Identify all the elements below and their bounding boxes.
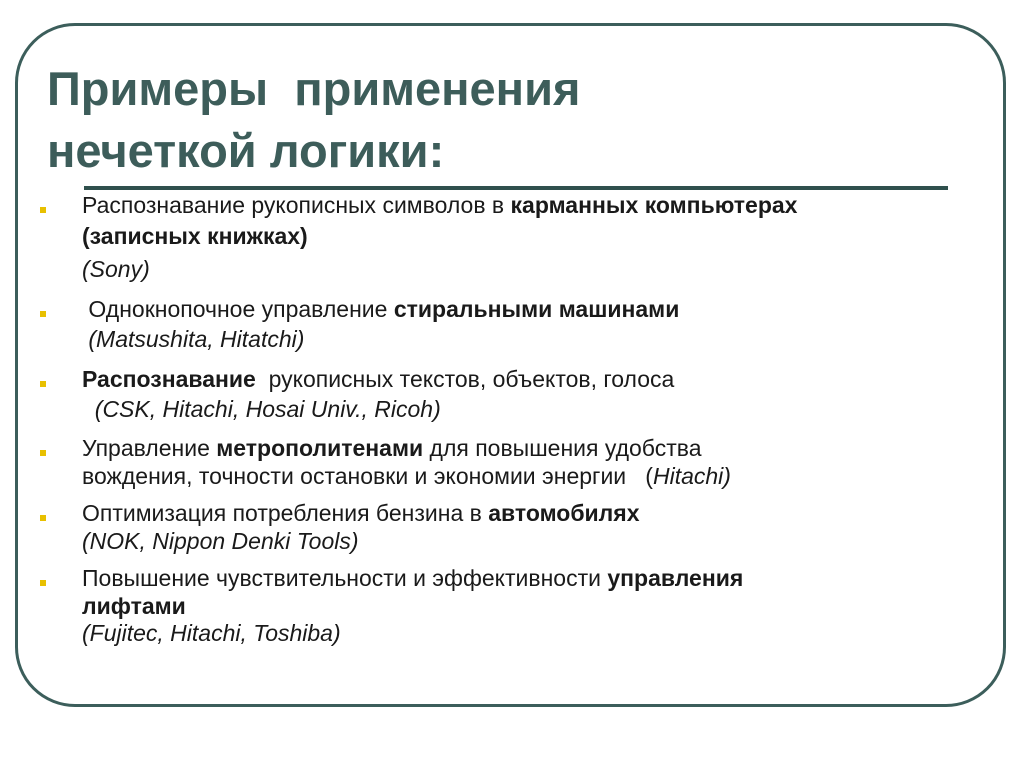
item-text: Повышение чувствительности и эффективности <box>82 565 608 591</box>
item-line <box>82 500 640 527</box>
bullet-icon <box>40 381 46 387</box>
bullet-icon <box>40 515 46 521</box>
title-line-2: нечеткой логики: <box>47 124 445 177</box>
item-text-bold: (записных книжках) <box>82 223 308 249</box>
item-text: Распознавание рукописных символов в <box>82 192 511 218</box>
item-text-bold: управления <box>607 565 744 591</box>
item-text: рукописных текстов, объектов, голоса <box>255 366 675 392</box>
item-line <box>82 192 797 219</box>
item-line <box>82 565 743 592</box>
title-line-1: Примеры применения <box>47 62 581 115</box>
bullet-icon <box>40 207 46 213</box>
item-line <box>82 366 674 393</box>
item-line <box>82 296 679 323</box>
bullet-icon <box>40 580 46 586</box>
item-line <box>82 593 186 620</box>
item-source: (Matsushita, Hitatchi) <box>82 326 305 352</box>
item-line <box>82 223 308 250</box>
item-text-bold: автомобилях <box>488 500 640 526</box>
item-text: Управление <box>82 435 217 461</box>
item-line <box>82 463 731 490</box>
item-source: (Fujitec, Hitachi, Toshiba) <box>82 620 341 646</box>
item-text-bold: метрополитенами <box>216 435 424 461</box>
item-source: (CSK, Hitachi, Hosai Univ., Ricoh) <box>82 396 441 422</box>
bullet-icon <box>40 450 46 456</box>
bullet-icon <box>40 311 46 317</box>
item-source: (Sony) <box>82 256 150 282</box>
item-text: Однокнопочное управление <box>82 296 394 322</box>
item-text-bold: Распознавание <box>82 366 256 392</box>
item-text: для повышения удобства <box>423 435 702 461</box>
item-text-bold: лифтами <box>82 593 186 619</box>
item-text-bold: стиральными машинами <box>393 296 680 322</box>
item-line <box>82 435 702 462</box>
item-text: вождения, точности остановки и экономии энергии ( <box>82 463 653 489</box>
item-source: Hitachi) <box>652 463 731 489</box>
item-text-bold: карманных компьютерах <box>510 192 798 218</box>
item-text: Оптимизация потребления бензина в <box>82 500 489 526</box>
item-source: (NOK, Nippon Denki Tools) <box>82 528 359 554</box>
